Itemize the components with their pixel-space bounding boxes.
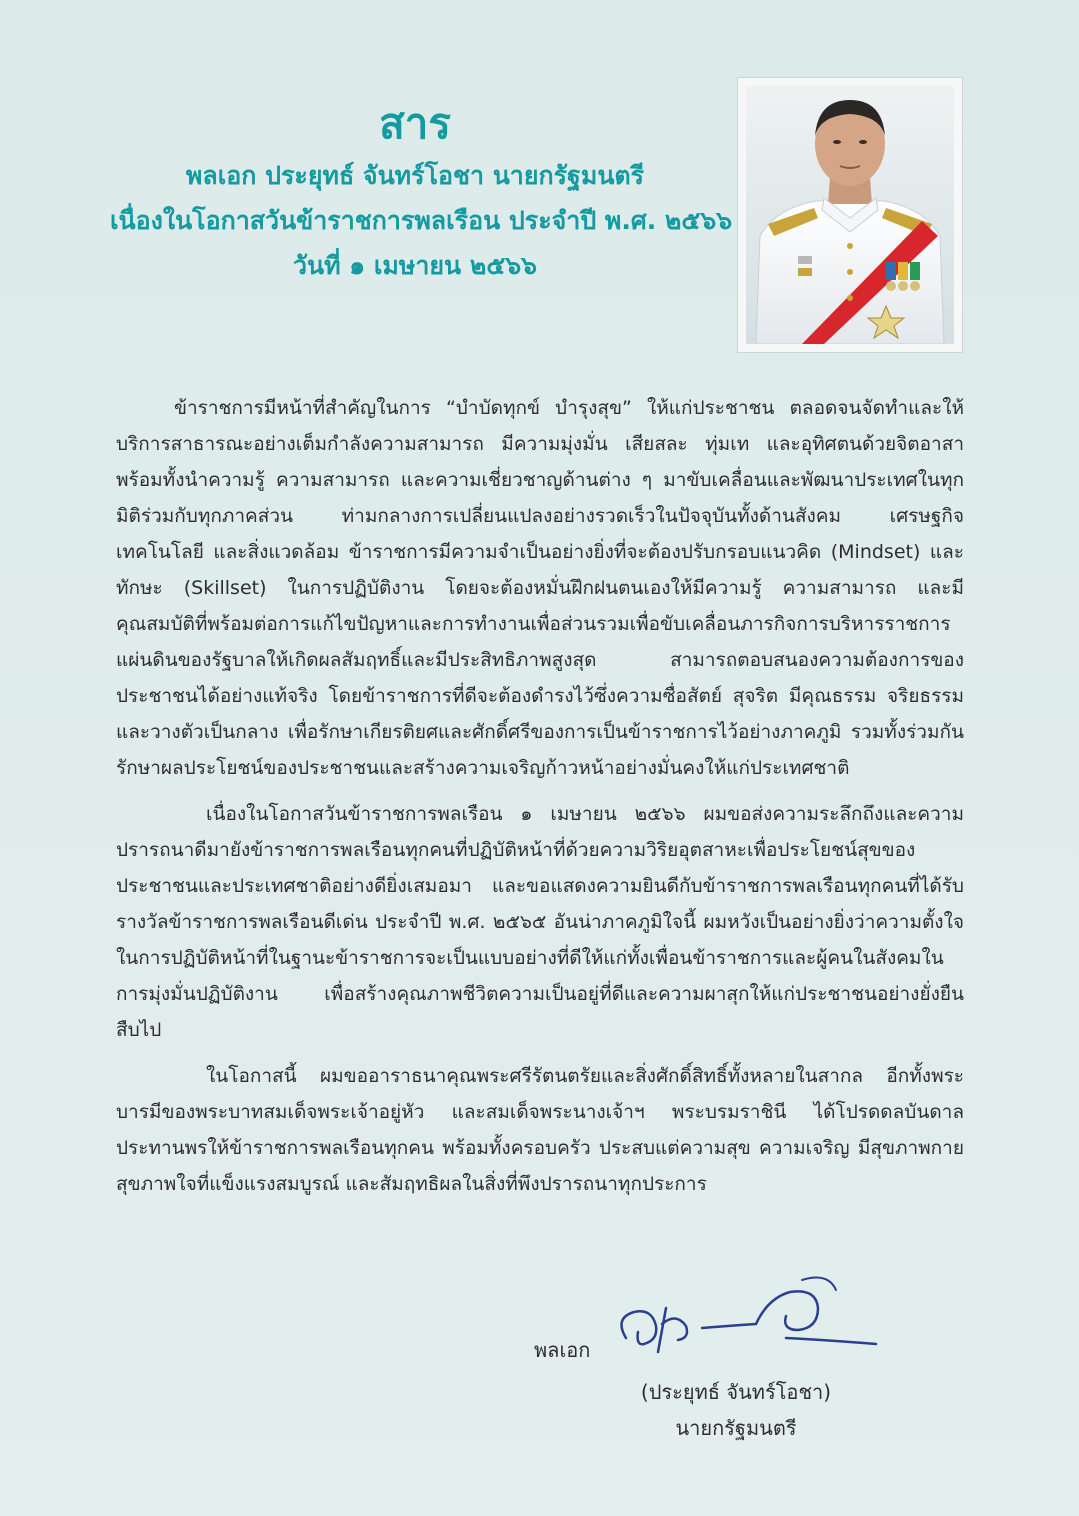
document-title: สาร xyxy=(379,99,451,148)
portrait-frame xyxy=(738,78,962,352)
body-paragraph: เนื่องในโอกาสวันข้าราชการพลเรือน ๑ เมษายน ๒๕๖๖ ผมขอส่งความระลึกถึงและความปรารถนาดีมายังข้าราชการพลเรือนทุกคนที่ปฏิบัติหน้าที่ด้วยความวิริยอุตสาหะเพื่อประโยชน์สุขของประชาชนและประเทศชาติอย่างดียิ่งเสมอมา และขอแสดงความยินดีกับข้าราชการพลเรือนทุกคนที่ได้รับรางวัลข้าราชการพลเรือนดีเด่น ประจำปี พ.ศ. ๒๕๖๕ อันน่าภาคภูมิใจนี้ ผมหวังเป็นอย่างยิ่งว่าความตั้งใจในการปฏิบัติหน้าที่ในฐานะข้าราชการจะเป็นแบบอย่างที่ดีให้แก่ทั้งเพื่อนข้าราชการและผู้คนในสังคมในการมุ่งมั่นปฏิบัติงาน เพื่อสร้างคุณภาพชีวิตความเป็นอยู่ที่ดีและความผาสุกให้แก่ประชาชนอย่างยั่งยืนสืบไป xyxy=(116,803,964,1041)
occasion-line: เนื่องในโอกาสวันข้าราชการพลเรือน ประจำปี พ.ศ. ๒๕๖๖ xyxy=(110,206,733,235)
signatory-rank: พลเอก xyxy=(534,1338,591,1362)
portrait-photo xyxy=(746,86,954,344)
message-body xyxy=(116,390,964,1212)
signatory-name: (ประยุทธ์ จันทร์โอชา) xyxy=(640,1380,832,1404)
body-paragraph: ในโอกาสนี้ ผมขออาราธนาคุณพระศรีรัตนตรัยและสิ่งศักดิ์สิทธิ์ทั้งหลายในสากล อีกทั้งพระบารมีของพระบาทสมเด็จพระเจ้าอยู่หัว และสมเด็จพระนางเจ้าฯ พระบรมราชินี ได้โปรดดลบันดาลประทานพรให้ข้าราชการพลเรือนทุกคน พร้อมทั้งครอบครัว ประสบแต่ความสุข ความเจริญ มีสุขภาพกาย สุขภาพใจที่แข็งแรงสมบูรณ์ และสัมฤทธิผลในสิ่งที่พึงปรารถนาทุกประการ xyxy=(116,1065,964,1195)
body-paragraph: ข้าราชการมีหน้าที่สำคัญในการ “บำบัดทุกข์ บำรุงสุข” ให้แก่ประชาชน ตลอดจนจัดทำและให้บริการสาธารณะอย่างเต็มกำลังความสามารถ มีความมุ่งมั่น เสียสละ ทุ่มเท และอุทิศตนด้วยจิตอาสา พร้อมทั้งนำความรู้ ความสามารถ และความเชี่ยวชาญด้านต่าง ๆ มาขับเคลื่อนและพัฒนาประเทศในทุกมิติร่วมกับทุกภาคส่วน ท่ามกลางการเปลี่ยนแปลงอย่างรวดเร็วในปัจจุบันทั้งด้านสังคม เศรษฐกิจ เทคโนโลยี และสิ่งแวดล้อม ข้าราชการมีความจำเป็นอย่างยิ่งที่จะต้องปรับกรอบแนวคิด (Mindset) และทักษะ (Skillset) ในการปฏิบัติงาน โดยจะต้องหมั่นฝึกฝนตนเองให้มีความรู้ ความสามารถ และมีคุณสมบัติที่พร้อมต่อการแก้ไขปัญหาและการทำงานเพื่อส่วนรวมเพื่อขับเคลื่อนภารกิจการบริหารราชการแผ่นดินของรัฐบาลให้เกิดผลสัมฤทธิ์และมีประสิทธิภาพสูงสุด สามารถตอบสนองความต้องการของประชาชนได้อย่างแท้จริง โดยข้าราชการที่ดีจะต้องดำรงไว้ซึ่งความซื่อสัตย์ สุจริต มีคุณธรรม จริยธรรม และวางตัวเป็นกลาง เพื่อรักษาเกียรติยศและศักดิ์ศรีของการเป็นข้าราชการไว้อย่างภาคภูมิ รวมทั้งร่วมกันรักษาผลประโยชน์ของประชาชนและสร้างความเจริญก้าวหน้าอย่างมั่นคงให้แก่ประเทศชาติ xyxy=(116,397,964,779)
signature-block xyxy=(520,1268,940,1458)
signatory-position: นายกรัฐมนตรี xyxy=(675,1416,797,1440)
handwritten-signature xyxy=(606,1268,906,1368)
header xyxy=(110,95,733,288)
author-line: พลเอก ประยุทธ์ จันทร์โอชา นายกรัฐมนตรี xyxy=(185,161,645,190)
portrait-illustration xyxy=(746,86,954,344)
date-line: วันที่ ๑ เมษายน ๒๕๖๖ xyxy=(292,251,537,280)
